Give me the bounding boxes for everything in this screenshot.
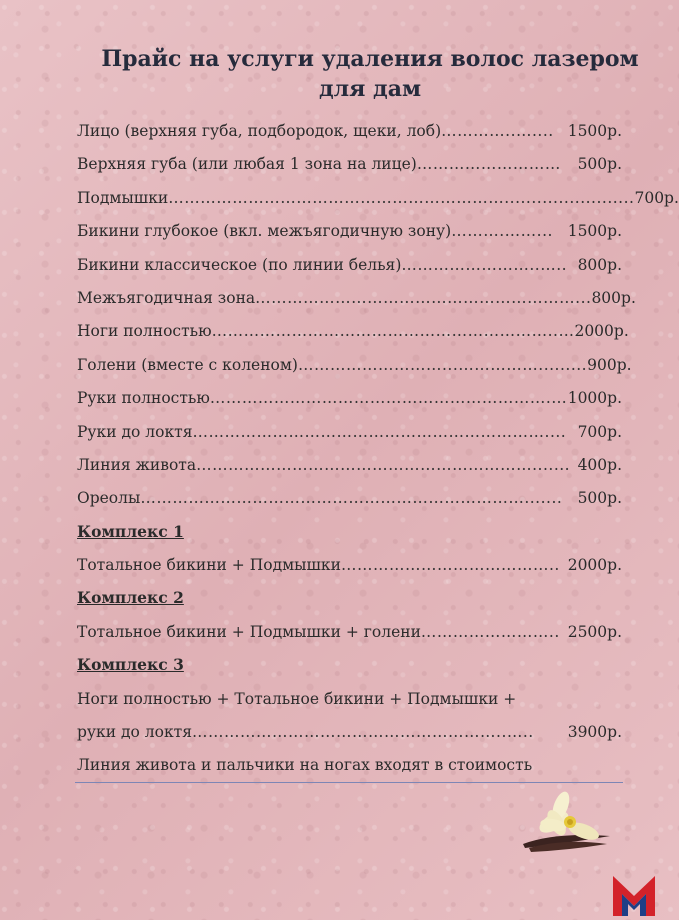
complex-price: 2000р. <box>567 556 622 575</box>
complex-3-heading <box>77 651 622 684</box>
service-price: 1500р. <box>567 222 622 241</box>
service-name: Ореолы <box>77 489 141 508</box>
complex-price: 2500р. <box>567 622 622 641</box>
title-line-1: Прайс на услуги удаления волос лазером <box>101 46 639 72</box>
complex-name: Ноги полностью + Тотальное бикини + Подмышки + <box>77 689 517 708</box>
service-name: Голени (вместе с коленом) <box>77 355 298 374</box>
leader-dots: ……………………………………………………... <box>255 288 592 307</box>
service-name: Лицо (верхняя губа, подбородок, щеки, лоб) <box>77 122 442 140</box>
service-price: 500р. <box>577 489 622 508</box>
complex-1-row <box>77 551 622 584</box>
leader-dots: ……………………… <box>416 155 561 174</box>
service-name: Бикини глубокое (вкл. межъягодичную зону) <box>77 222 452 241</box>
complex-heading-text: Комплекс 2 <box>77 588 184 608</box>
leader-dots: ………………………………………………………………....... <box>140 489 563 508</box>
leader-dots: ……………………..….. <box>401 255 568 274</box>
complex-name-cont: руки до локтя <box>77 723 193 742</box>
service-name: Руки до локтя <box>77 422 193 441</box>
footnote-text: Линия живота и пальчики на ногах входят в стоимость <box>77 756 533 775</box>
leader-dots: ………………………...……………......... <box>297 355 588 374</box>
service-price: 1000р. <box>567 389 622 408</box>
divider-line <box>75 782 623 783</box>
price-row <box>77 117 622 150</box>
price-list <box>77 117 679 785</box>
service-price: 800р. <box>577 255 622 274</box>
m-logo-icon <box>610 870 658 918</box>
price-row <box>77 317 629 350</box>
service-name: Ноги полностью <box>77 322 212 341</box>
service-price: 1500р. <box>567 122 622 140</box>
service-price: 700р. <box>634 188 679 207</box>
vanilla-flower-icon <box>515 792 615 856</box>
complex-3-row <box>77 718 622 751</box>
service-name: Подмышки <box>77 188 169 207</box>
leader-dots: …………..….... <box>441 122 554 140</box>
service-name: Межъягодичная зона <box>77 288 256 307</box>
leader-dots: …………………………………………………..….. <box>192 723 534 742</box>
complex-3-line-1 <box>77 685 622 718</box>
leader-dots: ……………………………………………………….… <box>209 389 568 408</box>
service-name: Верхняя губа (или любая 1 зона на лице) <box>77 155 417 174</box>
service-price: 2000р. <box>574 322 629 341</box>
leader-dots: …………………….. <box>420 622 560 641</box>
complex-price: 3900р. <box>567 723 622 742</box>
service-price: 700р. <box>577 422 622 441</box>
price-row <box>77 184 679 217</box>
price-row <box>77 284 636 317</box>
service-name: Линия живота <box>77 455 197 474</box>
leader-dots: ………………………………………………………........................ <box>168 188 635 207</box>
price-row <box>77 251 622 284</box>
leader-dots: ………………………………………………………..… <box>211 322 575 341</box>
leader-dots: ………………………………………………………….... <box>192 422 567 441</box>
complex-heading-text: Комплекс 1 <box>77 521 184 541</box>
leader-dots: ………………………………….. <box>340 556 560 575</box>
complex-2-row <box>77 618 622 651</box>
price-row <box>77 351 632 384</box>
price-row <box>77 418 622 451</box>
price-row <box>77 384 622 417</box>
service-price: 800р. <box>591 288 636 307</box>
leader-dots: ………………………………………………………....... <box>196 455 571 474</box>
service-name: Бикини классическое (по линии белья) <box>77 255 402 274</box>
price-row <box>77 217 622 250</box>
price-row <box>77 150 622 183</box>
page-title <box>70 44 670 104</box>
service-price: 500р. <box>577 155 622 174</box>
title-line-2: для дам <box>318 76 422 102</box>
price-row <box>77 484 622 517</box>
price-row <box>77 451 622 484</box>
service-name: Руки полностью <box>77 389 210 408</box>
complex-heading-text: Комплекс 3 <box>77 655 184 675</box>
complex-name: Тотальное бикини + Подмышки <box>77 556 341 575</box>
service-price: 400р. <box>577 455 622 474</box>
complex-2-heading <box>77 584 622 617</box>
complex-name: Тотальное бикини + Подмышки + голени <box>77 622 421 641</box>
footnote <box>77 751 622 784</box>
complex-1-heading <box>77 518 622 551</box>
service-price: 900р. <box>587 355 632 374</box>
leader-dots: ……….……... <box>451 222 553 241</box>
